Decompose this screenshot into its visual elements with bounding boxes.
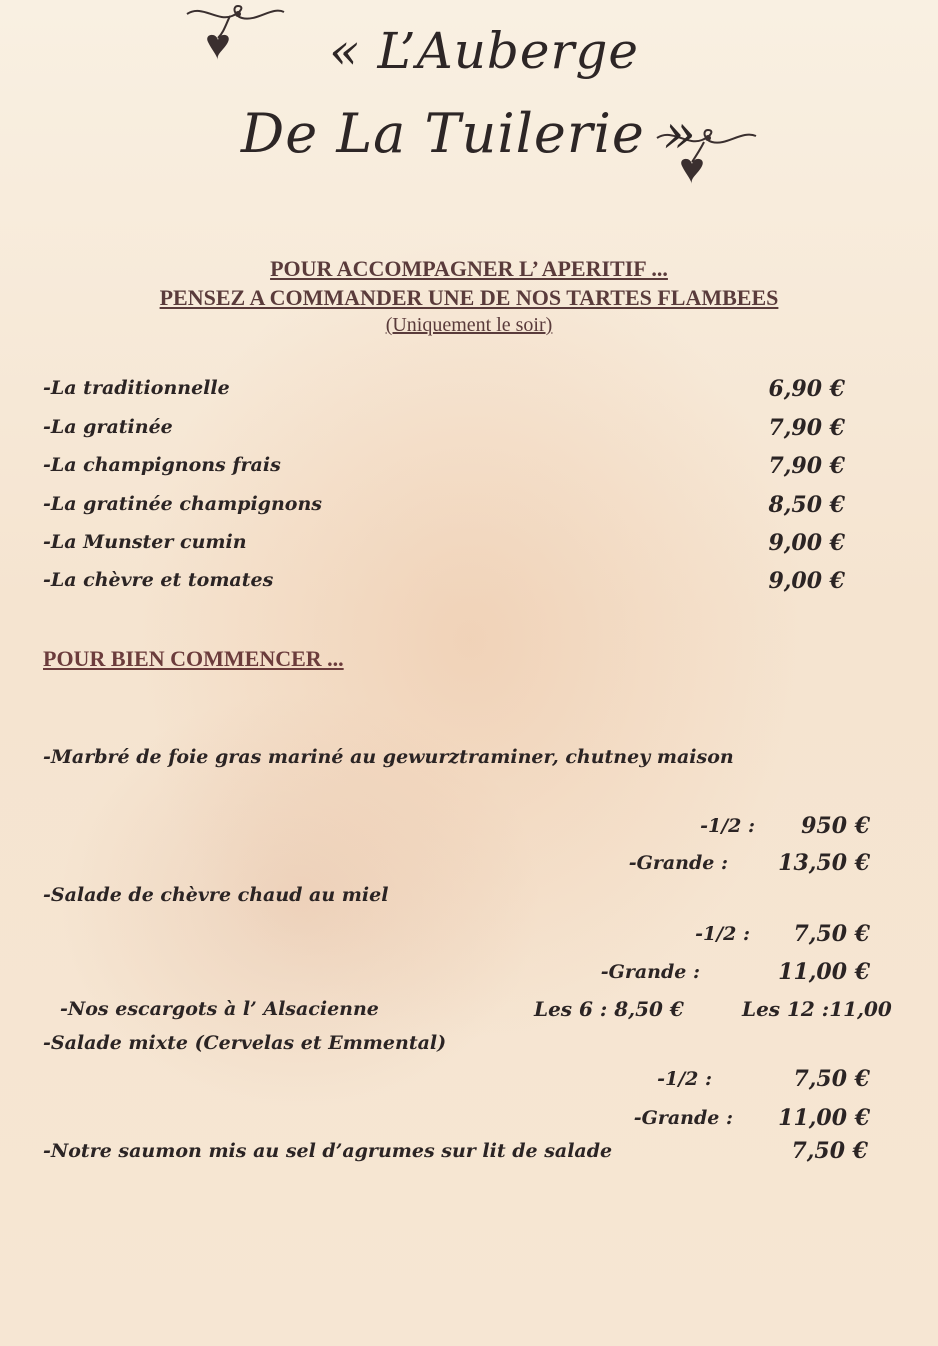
foie-gras-name: -Marbré de foie gras mariné au gewurztraminer, chutney maison — [43, 746, 734, 768]
mixte-half-price: 7,50 € — [793, 1066, 870, 1092]
restaurant-title-line2: De La Tuilerie » — [240, 102, 698, 165]
mixte-large-price: 11,00 € — [778, 1105, 870, 1131]
escargots-six-price: Les 6 : 8,50 € — [534, 997, 684, 1021]
tarte-item-name: -La gratinée — [43, 416, 173, 438]
tartes-note: (Uniquement le soir) — [385, 314, 553, 336]
escargots-twelve-price: Les 12 :11,00 — [742, 997, 892, 1021]
mixte-large-label: -Grande : — [633, 1107, 733, 1129]
chevre-large-label: -Grande : — [600, 961, 700, 983]
chevre-large-price: 11,00 € — [778, 959, 870, 985]
tarte-item-name: -La gratinée champignons — [43, 493, 322, 515]
foie-gras-half-price: 950 € — [801, 813, 870, 839]
tartes-heading-line1: POUR ACCOMPAGNER L’ APERITIF ... — [270, 256, 668, 281]
restaurant-title-line1: « L’Auberge — [329, 22, 639, 80]
tarte-item-price: 8,50 € — [768, 492, 845, 518]
tartes-heading-line2: PENSEZ A COMMANDER UNE DE NOS TARTES FLAMBEES — [159, 285, 779, 310]
tarte-item-price: 6,90 € — [768, 376, 845, 402]
saumon-name: -Notre saumon mis au sel d’agrumes sur lit de salade — [43, 1140, 613, 1162]
saumon-price: 7,50 € — [791, 1138, 868, 1164]
tarte-item-name: -La Munster cumin — [43, 531, 247, 553]
chevre-half-price: 7,50 € — [793, 921, 870, 947]
foie-gras-large-label: -Grande : — [628, 852, 728, 874]
tarte-item-price: 7,90 € — [768, 453, 845, 479]
tarte-item-name: -La chèvre et tomates — [43, 569, 274, 591]
starters-heading: POUR BIEN COMMENCER ... — [43, 646, 344, 671]
tarte-item-price: 9,00 € — [768, 530, 845, 556]
tarte-item-name: -La champignons frais — [43, 454, 281, 476]
chevre-salad-name: -Salade de chèvre chaud au miel — [43, 884, 389, 906]
salade-mixte-name: -Salade mixte (Cervelas et Emmental) — [43, 1032, 447, 1054]
mixte-half-label: -1/2 : — [657, 1068, 712, 1090]
foie-gras-half-label: -1/2 : — [700, 815, 755, 837]
tarte-item-name: -La traditionnelle — [43, 377, 230, 399]
tarte-item-price: 9,00 € — [768, 568, 845, 594]
chevre-half-label: -1/2 : — [695, 923, 750, 945]
tarte-item-price: 7,90 € — [768, 415, 845, 441]
escargots-name: -Nos escargots à l’ Alsacienne — [60, 998, 379, 1020]
foie-gras-large-price: 13,50 € — [778, 850, 870, 876]
